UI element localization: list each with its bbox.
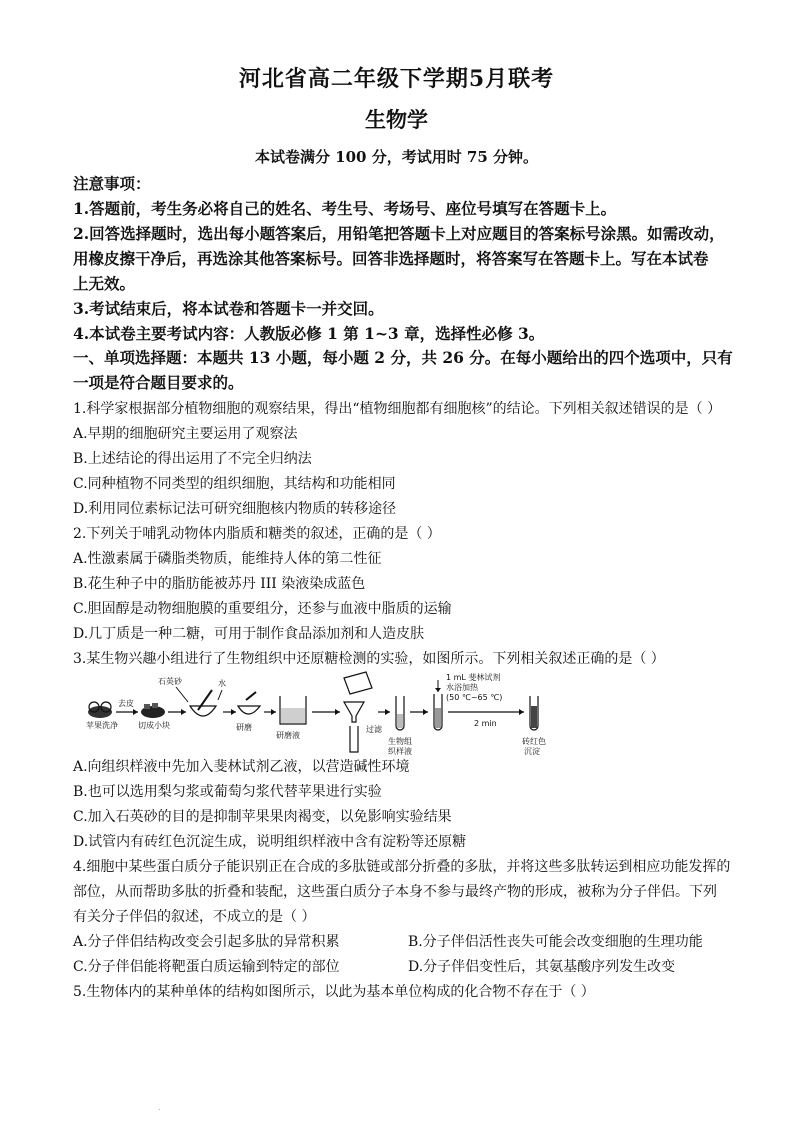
exam-title: 河北省高二年级下学期5月联考 <box>238 66 555 92</box>
label-reagent-2: 水浴加热 <box>446 683 478 692</box>
q3-stem: 3.某生物兴趣小组进行了生物组织中还原糖检测的实验，如图所示。下列相关叙述正确的是（ ） <box>73 651 665 667</box>
apple-chunks-icon <box>141 703 165 718</box>
q4-option-b: B.分子伴侣活性丧失可能会改变细胞的生理功能 <box>408 934 703 950</box>
label-water: 水 <box>218 679 226 688</box>
q4-option-d: D.分子伴侣变性后，其氨基酸序列发生改变 <box>408 959 676 975</box>
notice-item-4: 4.本试卷主要考试内容：人教版必修 1 第 1~3 章，选择性必修 3。 <box>73 324 545 343</box>
notice-item-2-line-1: 2.回答选择题时，选出每小题答案后，用铅笔把答题卡上对应题目的答案标号涂黑。如需改动， <box>73 224 725 243</box>
q2-option-a: A.性激素属于磷脂类物质，能维持人体的第二性征 <box>73 551 382 567</box>
label-apple: 苹果洗净 <box>86 721 118 730</box>
notice-item-3: 3.考试结束后，将本试卷和答题卡一并交回。 <box>73 299 384 318</box>
q2-option-b: B.花生种子中的脂肪能被苏丹 III 染液染成蓝色 <box>73 576 366 592</box>
q1-option-d: D.利用同位素标记法可研究细胞核内物质的转移途径 <box>73 501 397 517</box>
q1-option-b: B.上述结论的得出运用了不完全归纳法 <box>73 451 312 467</box>
label-result-2: 沉淀 <box>524 747 540 756</box>
notice-heading: 注意事项： <box>73 174 151 193</box>
mortar-icon <box>190 690 216 716</box>
label-sample-2: 织样液 <box>388 747 412 756</box>
label-cut: 切成小块 <box>138 721 170 730</box>
section-heading-line-1: 一、单项选择题：本题共 13 小题，每小题 2 分，共 26 分。在每小题给出的四个选项中，只有 <box>73 348 733 367</box>
label-peel: 去皮 <box>118 699 134 708</box>
label-reagent-1: 1 mL 斐林试剂 <box>446 673 501 682</box>
q4-stem-line-1: 4.细胞中某些蛋白质分子能识别正在合成的多肽链或部分折叠的多肽，并将这些多肽转运到相应功能发挥的 <box>73 859 731 875</box>
label-filter: 过滤 <box>366 725 382 734</box>
mortar-grinding-icon <box>238 692 260 714</box>
apple-icon <box>88 702 112 718</box>
q4-option-a: A.分子伴侣结构改变会引起多肽的异常积累 <box>73 934 340 950</box>
label-quartz: 石英砂 <box>158 677 182 686</box>
test-tube-sample-icon <box>396 696 404 730</box>
q1-option-c: C.同种植物不同类型的组织细胞，其结构和功能相同 <box>73 476 396 492</box>
label-slurry: 研磨液 <box>276 731 300 740</box>
q5-stem: 5.生物体内的某种单体的结构如图所示，以此为基本单位构成的化合物不存在于（ ） <box>73 984 595 1000</box>
notice-item-1: 1.答题前，考生务必将自己的姓名、考生号、考场号、座位号填写在答题卡上。 <box>73 199 617 218</box>
q2-option-d: D.几丁质是一种二糖，可用于制作食品添加剂和人造皮肤 <box>73 626 425 642</box>
label-grind: 研磨 <box>236 723 252 732</box>
beaker-icon <box>280 696 306 724</box>
exam-info: 本试卷满分 100 分，考试用时 75 分钟。 <box>254 148 539 166</box>
q1-option-a: A.早期的细胞研究主要运用了观察法 <box>73 426 298 442</box>
footer-mark: . <box>158 1103 161 1112</box>
q3-option-a: A.向组织样液中先加入斐林试剂乙液，以营造碱性环境 <box>73 759 410 775</box>
q3-option-b: B.也可以选用梨匀浆或葡萄匀浆代替苹果进行实验 <box>73 784 382 800</box>
q3-option-d: D.试管内有砖红色沉淀生成，说明组织样液中含有淀粉等还原糖 <box>73 834 467 850</box>
q4-stem-line-3: 有关分子伴侣的叙述，不成立的是（ ） <box>73 909 316 925</box>
test-tube-reagent-icon <box>434 680 442 730</box>
notice-item-2-line-3: 上无效。 <box>73 274 136 293</box>
q3-option-c: C.加入石英砂的目的是抑制苹果果肉褐变，以免影响实验结果 <box>73 809 452 825</box>
label-result-1: 砖红色 <box>522 737 546 746</box>
q4-option-c: C.分子伴侣能将靶蛋白质运输到特定的部位 <box>73 959 340 975</box>
q2-stem: 2.下列关于哺乳动物体内脂质和糖类的叙述，正确的是（ ） <box>73 526 441 542</box>
label-sample-1: 生物组 <box>388 737 412 746</box>
notice-item-2-line-2: 用橡皮擦干净后，再选涂其他答案标号。回答非选择题时，将答案写在答题卡上。写在本试卷 <box>73 249 709 268</box>
q1-stem: 1.科学家根据部分植物细胞的观察结果，得出“植物细胞都有细胞核”的结论。下列相关叙述错误的是（ ） <box>73 401 722 417</box>
label-reagent-3: (50 ℃~65 ℃) <box>446 693 503 702</box>
q2-option-c: C.胆固醇是动物细胞膜的重要组分，还参与血液中脂质的运输 <box>73 601 452 617</box>
test-tube-result-icon <box>530 696 538 730</box>
filter-funnel-icon <box>344 672 372 752</box>
section-heading-line-2: 一项是符合题目要求的。 <box>73 373 244 392</box>
subject-title: 生物学 <box>365 107 428 132</box>
label-time: 2 min <box>474 719 497 728</box>
q4-stem-line-2: 部位，从而帮助多肽的折叠和装配，这些蛋白质分子本身不参与最终产物的形成，被称为分子伴侣。下列 <box>73 884 717 900</box>
